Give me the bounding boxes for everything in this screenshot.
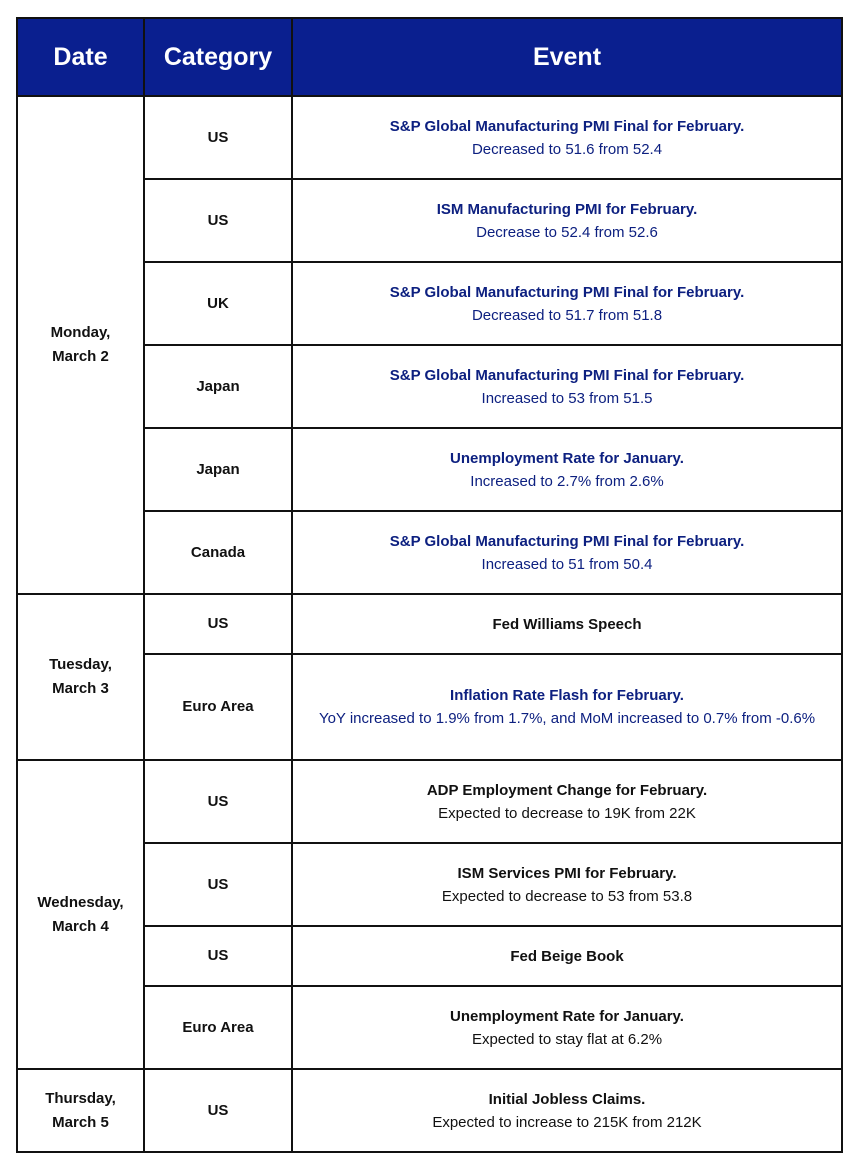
event-description: YoY increased to 1.9% from 1.7%, and MoM increased to 0.7% from -0.6% bbox=[318, 710, 816, 727]
event-title: S&P Global Manufacturing PMI Final for February. bbox=[389, 366, 745, 384]
event-cell bbox=[292, 179, 842, 262]
event-title: ADP Employment Change for February. bbox=[426, 781, 708, 799]
event-title: Initial Jobless Claims. bbox=[488, 1090, 646, 1108]
table-row bbox=[17, 594, 842, 654]
table-row bbox=[17, 96, 842, 179]
event-title: S&P Global Manufacturing PMI Final for February. bbox=[389, 117, 745, 135]
category-cell: Japan bbox=[144, 428, 292, 511]
event-title: Fed Beige Book bbox=[510, 947, 624, 965]
event-cell bbox=[292, 262, 842, 345]
date-weekday: Thursday, bbox=[45, 1089, 116, 1107]
category-cell: Euro Area bbox=[144, 986, 292, 1069]
event-cell bbox=[292, 654, 842, 760]
date-cell-wednesday bbox=[17, 760, 144, 1069]
event-description: Increased to 2.7% from 2.6% bbox=[470, 472, 664, 490]
event-description: Decrease to 52.4 from 52.6 bbox=[476, 223, 658, 241]
event-description: Increased to 53 from 51.5 bbox=[481, 389, 653, 407]
table-row bbox=[17, 1069, 842, 1152]
event-title: Fed Williams Speech bbox=[492, 615, 642, 633]
date-column-header: Date bbox=[17, 18, 144, 96]
category-cell: US bbox=[144, 96, 292, 179]
date-weekday: Tuesday, bbox=[49, 656, 112, 673]
event-cell bbox=[292, 428, 842, 511]
event-description: Expected to increase to 215K from 212K bbox=[432, 1113, 702, 1131]
category-cell: US bbox=[144, 1069, 292, 1152]
event-cell bbox=[292, 96, 842, 179]
date-cell-monday bbox=[17, 96, 144, 594]
event-title: Inflation Rate Flash for February. bbox=[450, 687, 684, 704]
event-title: ISM Manufacturing PMI for February. bbox=[436, 200, 698, 218]
event-title: ISM Services PMI for February. bbox=[457, 864, 677, 882]
category-cell: US bbox=[144, 760, 292, 843]
category-cell: US bbox=[144, 926, 292, 986]
category-cell: Euro Area bbox=[144, 654, 292, 760]
date-day: March 4 bbox=[52, 917, 109, 935]
category-cell: US bbox=[144, 843, 292, 926]
event-cell bbox=[292, 511, 842, 594]
date-day: March 3 bbox=[52, 680, 109, 697]
date-day: March 5 bbox=[52, 1113, 109, 1131]
event-title: Unemployment Rate for January. bbox=[450, 1007, 684, 1025]
event-cell bbox=[292, 986, 842, 1069]
event-cell bbox=[292, 1069, 842, 1152]
event-cell bbox=[292, 843, 842, 926]
event-description: Decreased to 51.6 from 52.4 bbox=[471, 140, 663, 158]
category-cell: US bbox=[144, 179, 292, 262]
economic-calendar-table bbox=[16, 17, 843, 1153]
date-cell-tuesday bbox=[17, 594, 144, 760]
category-cell: Canada bbox=[144, 511, 292, 594]
table-row bbox=[17, 760, 842, 843]
category-column-header: Category bbox=[144, 18, 292, 96]
category-cell: US bbox=[144, 594, 292, 654]
event-cell bbox=[292, 926, 842, 986]
event-title: S&P Global Manufacturing PMI Final for February. bbox=[389, 532, 745, 550]
event-cell bbox=[292, 594, 842, 654]
event-description: Expected to stay flat at 6.2% bbox=[471, 1030, 663, 1048]
event-description: Expected to decrease to 19K from 22K bbox=[438, 804, 696, 822]
event-description: Increased to 51 from 50.4 bbox=[481, 555, 653, 573]
event-cell bbox=[292, 345, 842, 428]
date-weekday: Monday, bbox=[50, 324, 111, 341]
category-cell: Japan bbox=[144, 345, 292, 428]
category-cell: UK bbox=[144, 262, 292, 345]
date-day: March 2 bbox=[52, 348, 109, 365]
date-weekday: Wednesday, bbox=[37, 893, 124, 911]
event-title: S&P Global Manufacturing PMI Final for February. bbox=[389, 283, 745, 301]
event-title: Unemployment Rate for January. bbox=[450, 449, 684, 467]
date-cell-thursday bbox=[17, 1069, 144, 1152]
header-row bbox=[17, 18, 842, 96]
event-description: Decreased to 51.7 from 51.8 bbox=[471, 306, 663, 324]
event-description: Expected to decrease to 53 from 53.8 bbox=[441, 887, 693, 905]
event-cell bbox=[292, 760, 842, 843]
event-column-header: Event bbox=[292, 18, 842, 96]
